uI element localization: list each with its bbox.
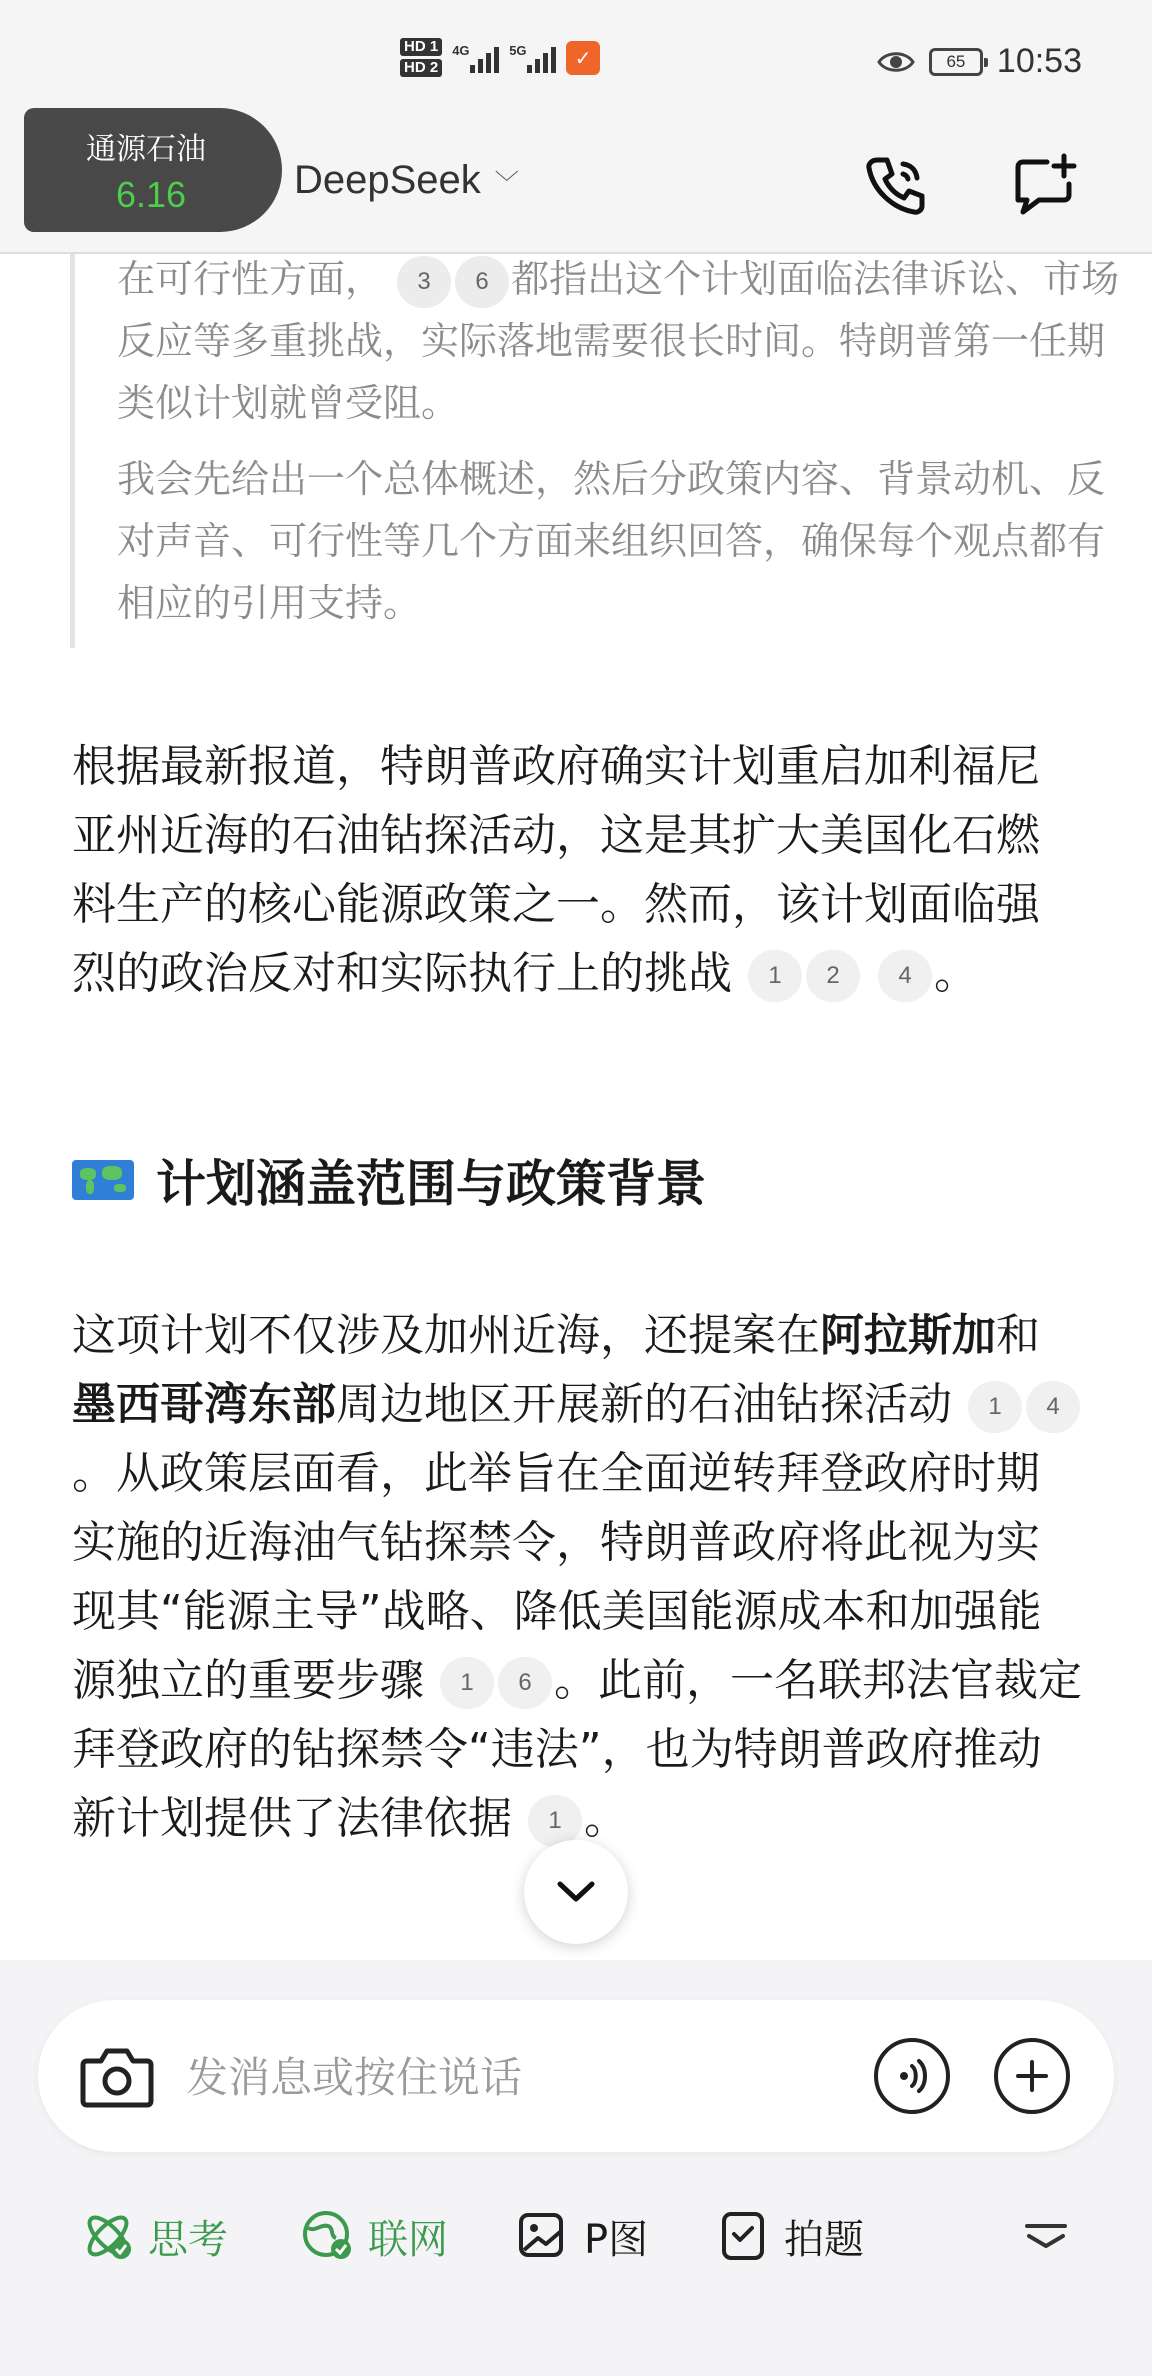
signal-icon-1: 4G — [452, 43, 499, 73]
citation-badge[interactable]: 4 — [878, 950, 932, 1002]
chat-content[interactable] — [0, 254, 1152, 1958]
thinking-paragraph: 在可行性方面， 3 6 都指出这个计划面临法律诉讼、市场反应等多重挑战，实际落地需要很长时间。特朗普第一任期类似计划就曾受阻。 — [117, 257, 1120, 425]
citation-badge[interactable]: 1 — [968, 1381, 1022, 1433]
add-attachment-button[interactable] — [994, 2038, 1070, 2114]
chevron-down-icon: ﹀ — [494, 170, 519, 197]
thinking-block — [70, 254, 1129, 648]
photo-question-label: 拍题 — [784, 2216, 864, 2263]
voice-input-button[interactable] — [874, 2038, 950, 2114]
world-map-icon — [72, 1160, 134, 1200]
bold-text: 阿拉斯加 — [820, 1310, 996, 1361]
sim2-badge: HD 2 — [400, 59, 442, 77]
camera-icon — [79, 2045, 155, 2109]
globe-icon — [300, 2208, 356, 2264]
camera-button[interactable] — [78, 2038, 156, 2116]
section-heading-text: 计划涵盖范围与政策背景 — [156, 1155, 706, 1213]
image-edit-label: P图 — [584, 2216, 649, 2263]
message-input-bar[interactable] — [38, 2000, 1114, 2152]
signal-group — [400, 38, 600, 77]
think-toggle[interactable] — [80, 2196, 228, 2276]
citation-badge[interactable]: 1 — [528, 1795, 582, 1847]
stock-price: 6.16 — [116, 174, 187, 215]
citation-badge[interactable]: 3 — [397, 256, 451, 308]
citation-badge[interactable]: 6 — [498, 1657, 552, 1709]
app-notification-icon: ✓ — [566, 41, 600, 75]
message-input[interactable]: 发消息或按住说话 — [186, 2053, 523, 2102]
citation-badge[interactable]: 1 — [748, 950, 802, 1002]
chevron-down-icon — [556, 1880, 596, 1904]
clock: 10:53 — [996, 42, 1082, 80]
bold-text: 墨西哥湾东部 — [72, 1379, 336, 1430]
citation-badge[interactable]: 1 — [440, 1657, 494, 1709]
stock-name: 通源石油 — [86, 132, 206, 167]
image-icon — [516, 2208, 572, 2264]
battery-icon: 65 — [929, 48, 983, 76]
think-label: 思考 — [148, 2216, 228, 2263]
plus-icon — [1014, 2058, 1050, 2094]
signal-icon-2: 5G — [509, 43, 556, 73]
sound-wave-icon — [892, 2056, 932, 2096]
phone-icon — [859, 150, 931, 222]
image-edit-button[interactable] — [516, 2196, 648, 2276]
composer-area — [0, 1960, 1152, 2376]
web-search-label: 联网 — [368, 2216, 448, 2263]
new-chat-icon — [1009, 150, 1081, 222]
tool-bar — [0, 2196, 1152, 2276]
eye-comfort-icon — [877, 49, 915, 75]
atom-icon — [80, 2208, 136, 2264]
citation-badge[interactable]: 6 — [455, 256, 509, 308]
expand-tools-button[interactable] — [1010, 2196, 1082, 2276]
new-chat-button[interactable] — [1005, 146, 1085, 226]
answer-paragraph: 这项计划不仅涉及加州近海，还提案在阿拉斯加和墨西哥湾东部周边地区开展新的石油钻探活动 1 4。从政策层面看，此举旨在全面逆转拜登政府时期实施的近海油气钻探禁令，特朗普政府将此视为实现其“能源主导”战略、降低美国能源成本和加强能源独立的重要步骤 1 6 。此前，一名联邦法官裁定拜登政府的钻探禁令“违法”，也为特朗普政府推动新计划提供了法律依据 1 。 — [72, 1301, 1082, 1853]
collapse-chevron-icon — [1023, 2218, 1069, 2254]
checklist-icon — [716, 2208, 772, 2264]
sim1-badge: HD 1 — [400, 38, 442, 56]
stock-ticker-widget[interactable] — [24, 108, 282, 232]
scroll-to-bottom-button[interactable] — [524, 1840, 628, 1944]
section-heading — [72, 1144, 706, 1216]
web-search-toggle[interactable] — [300, 2196, 448, 2276]
model-title: DeepSeek — [294, 158, 481, 202]
citation-badge[interactable]: 2 — [806, 950, 860, 1002]
citation-badge[interactable]: 4 — [1026, 1381, 1080, 1433]
answer-paragraph: 根据最新报道，特朗普政府确实计划重启加利福尼亚州近海的石油钻探活动，这是其扩大美国化石燃料生产的核心能源政策之一。然而，该计划面临强烈的政治反对和实际执行上的挑战 1 2 4 。 — [72, 732, 1082, 1008]
voice-call-button[interactable] — [855, 146, 935, 226]
photo-question-button[interactable] — [716, 2196, 864, 2276]
thinking-paragraph: 我会先给出一个总体概述，然后分政策内容、背景动机、反对声音、可行性等几个方面来组织回答，确保每个观点都有相应的引用支持。 — [117, 457, 1106, 625]
